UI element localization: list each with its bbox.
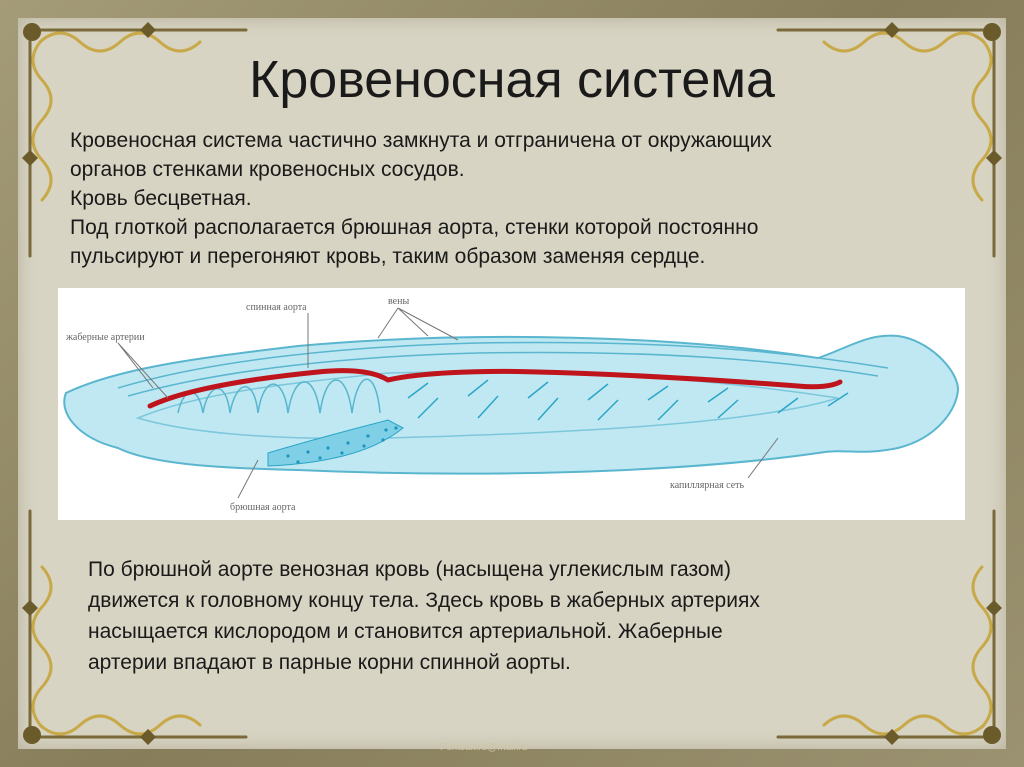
outro-line: насыщается кислородом и становится артериальной. Жаберные: [88, 620, 723, 643]
label-capillary-net: капиллярная сеть: [670, 480, 745, 491]
outro-text: [88, 554, 908, 678]
intro-line: пульсируют и перегоняют кровь, таким образом заменяя сердце.: [70, 245, 706, 268]
slide-title: Кровеносная система: [249, 51, 775, 109]
intro-text: [70, 126, 950, 271]
label-gill-arteries: жаберные артерии: [66, 332, 145, 343]
outro-line: движется к головному концу тела. Здесь кровь в жаберных артериях: [88, 589, 760, 612]
label-veins: вены: [388, 296, 410, 307]
footer-watermark: Fontsalt.ru@mail.ru: [440, 742, 528, 753]
diagram-svg: [58, 288, 965, 520]
intro-line: Кровь бесцветная.: [70, 187, 252, 210]
leader-veins: [378, 308, 458, 340]
label-dorsal-aorta: спинная аорта: [246, 302, 307, 313]
label-ventral-aorta: брюшная аорта: [230, 502, 296, 513]
outro-line: По брюшной аорте венозная кровь (насыщена углекислым газом): [88, 558, 731, 581]
outro-line: артерии впадают в парные корни спинной аорты.: [88, 651, 571, 674]
intro-line: Кровеносная система частично замкнута и отграничена от окружающих: [70, 129, 772, 152]
body-outline: [64, 336, 958, 474]
lancelet-circulation-diagram: [58, 288, 965, 520]
intro-line: Под глоткой располагается брюшная аорта, стенки которой постоянно: [70, 216, 759, 239]
intro-line: органов стенками кровеносных сосудов.: [70, 158, 465, 181]
